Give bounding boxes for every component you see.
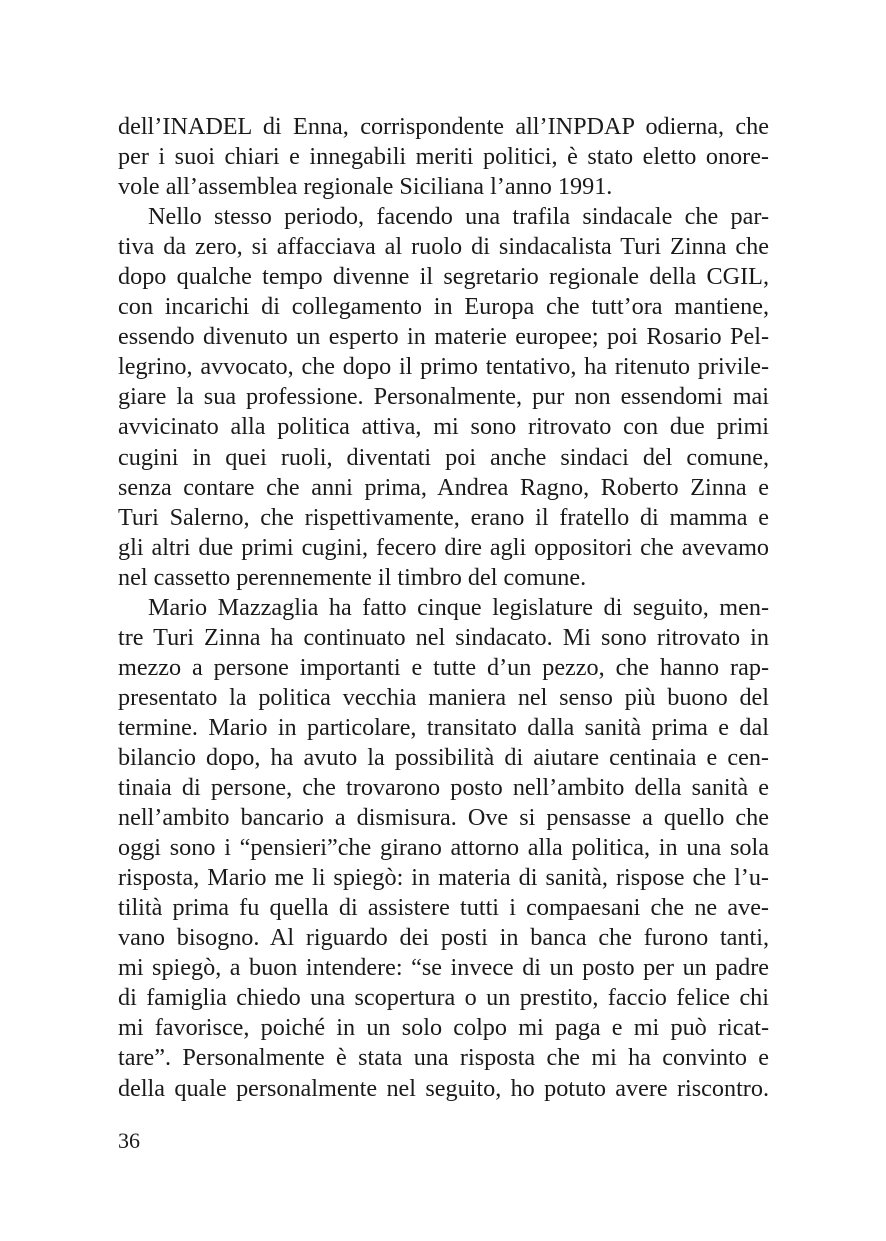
- text-line: gli altri due primi cugini, fecero dire agli oppositori che avevamo: [118, 533, 769, 561]
- body-text: [118, 112, 769, 1104]
- text-line: vole all’assemblea regionale Siciliana l’anno 1991.: [118, 173, 613, 201]
- text-line: mezzo a persone importanti e tutte d’un pezzo, che hanno rap-: [118, 653, 769, 681]
- text-line: nell’ambito bancario a dismisura. Ove si pensasse a quello che: [118, 804, 769, 832]
- text-line: mi spiegò, a buon intendere: “se invece di un posto per un padre: [118, 954, 769, 982]
- text-line: dopo qualche tempo divenne il segretario regionale della CGIL,: [118, 263, 769, 291]
- text-line: Mario Mazzaglia ha fatto cinque legislature di seguito, men-: [148, 593, 769, 621]
- text-line: giare la sua professione. Personalmente, pur non essendomi mai: [118, 383, 769, 411]
- text-line: tinaia di persone, che trovarono posto nell’ambito della sanità e: [118, 774, 769, 802]
- text-line: avvicinato alla politica attiva, mi sono ritrovato con due primi: [118, 413, 769, 441]
- text-line: risposta, Mario me li spiegò: in materia di sanità, rispose che l’u-: [118, 864, 769, 892]
- text-line: cugini in quei ruoli, diventati poi anche sindaci del comune,: [118, 443, 769, 471]
- text-line: tare”. Personalmente è stata una risposta che mi ha convinto e: [118, 1044, 769, 1072]
- text-line: vano bisogno. Al riguardo dei posti in banca che furono tanti,: [118, 924, 769, 952]
- text-line: tilità prima fu quella di assistere tutti i compaesani che ne ave-: [118, 894, 769, 922]
- text-line: della quale personalmente nel seguito, ho potuto avere riscontro.: [118, 1074, 769, 1102]
- text-line: per i suoi chiari e innegabili meriti politici, è stato eletto onore-: [118, 143, 769, 171]
- text-line: essendo divenuto un esperto in materie europee; poi Rosario Pel-: [118, 323, 769, 351]
- text-line: mi favorisce, poiché in un solo colpo mi paga e mi può ricat-: [118, 1014, 769, 1042]
- text-line: bilancio dopo, ha avuto la possibilità di aiutare centinaia e cen-: [118, 743, 769, 771]
- page-number: 36: [118, 1128, 140, 1153]
- text-line: di famiglia chiedo una scopertura o un prestito, faccio felice chi: [118, 984, 769, 1012]
- text-line: presentato la politica vecchia maniera nel senso più buono del: [118, 683, 769, 711]
- text-line: termine. Mario in particolare, transitato dalla sanità prima e dal: [118, 713, 769, 741]
- text-line: tre Turi Zinna ha continuato nel sindacato. Mi sono ritrovato in: [118, 623, 769, 651]
- text-line: senza contare che anni prima, Andrea Ragno, Roberto Zinna e: [118, 473, 769, 501]
- text-line: Turi Salerno, che rispettivamente, erano il fratello di mamma e: [118, 503, 769, 531]
- text-line: dell’INADEL di Enna, corrispondente all’INPDAP odierna, che: [118, 113, 769, 140]
- text-line: legrino, avvocato, che dopo il primo tentativo, ha ritenuto privile-: [118, 353, 769, 381]
- text-line: Nello stesso periodo, facendo una trafila sindacale che par-: [148, 203, 769, 231]
- text-line: nel cassetto perennemente il timbro del comune.: [118, 563, 587, 591]
- paragraph: [118, 112, 769, 202]
- text-line: oggi sono i “pensieri”che girano attorno alla politica, in una sola: [118, 834, 769, 862]
- paragraph: [118, 593, 769, 1104]
- paragraph: [118, 202, 769, 593]
- text-line: tiva da zero, si affacciava al ruolo di sindacalista Turi Zinna che: [118, 233, 769, 261]
- text-line: con incarichi di collegamento in Europa che tutt’ora mantiene,: [118, 293, 769, 321]
